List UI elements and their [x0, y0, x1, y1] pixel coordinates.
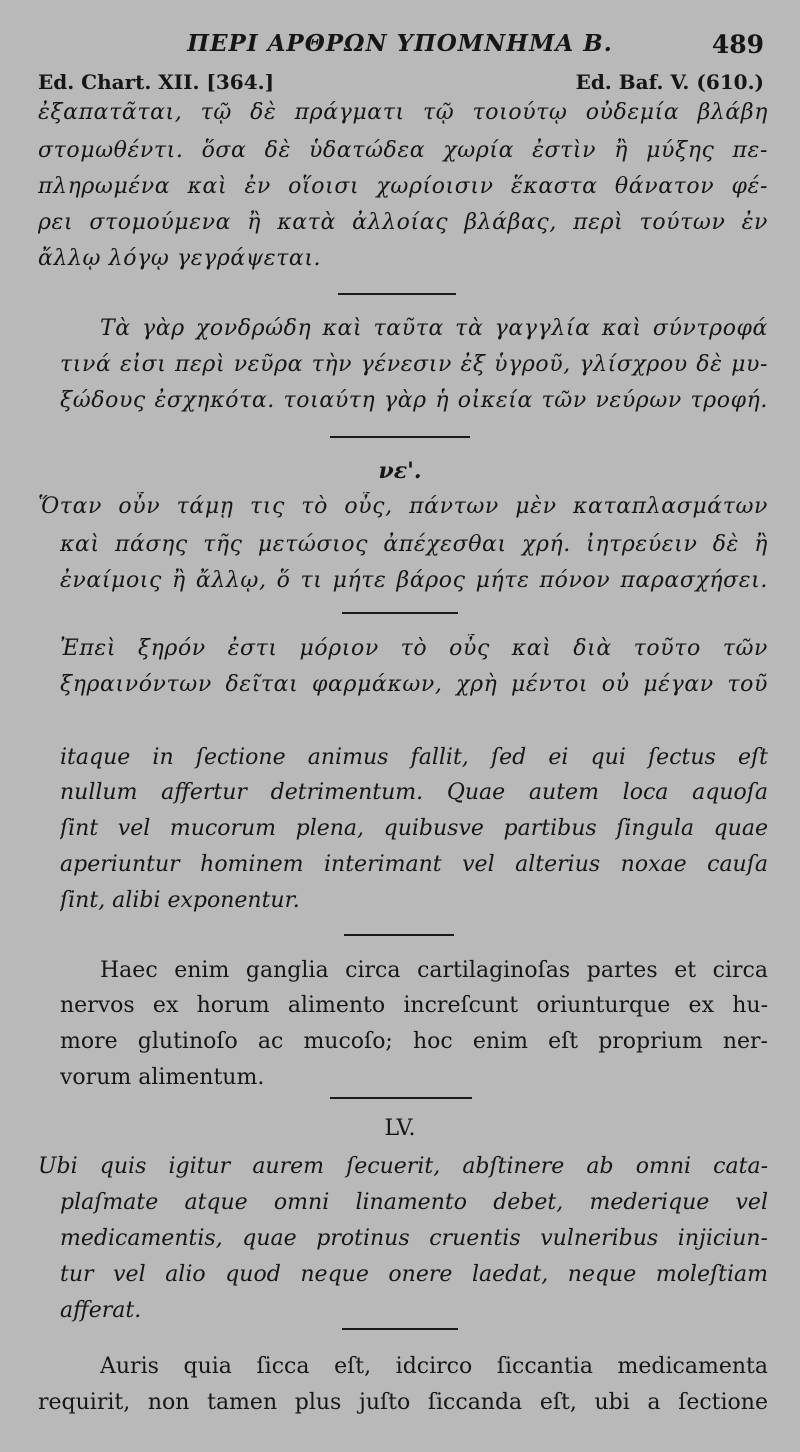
- latin-line: tur vel alio quod neque onere laedat, neque moleſtiam: [60, 1262, 768, 1287]
- edition-basel-ref: Ed. Baf. V. (610.): [575, 70, 764, 94]
- latin-line: afferat.: [60, 1298, 142, 1323]
- edition-chart-ref: Ed. Chart. XII. [364.]: [38, 70, 275, 94]
- greek-line: ξηραινόντων δεῖται φαρμάκων, χρὴ μέντοι οὐ μέγαν τοῦ: [60, 672, 768, 697]
- section-rule: [342, 1328, 458, 1330]
- latin-section-number: LV.: [384, 1116, 416, 1141]
- page-number: 489: [711, 30, 764, 59]
- latin-line: plaſmate atque omni linamento debet, mederique vel: [60, 1190, 768, 1215]
- greek-line: ρει στομούμενα ἢ κατὰ ἀλλοίας βλάβας, περὶ τούτων ἐν: [38, 210, 768, 235]
- greek-section-number: νε'.: [378, 458, 422, 484]
- latin-line: nervos ex horum alimento increſcunt oriunturque ex hu-: [60, 993, 768, 1018]
- greek-line: ξώδους ἐσχηκότα. τοιαύτη γὰρ ἡ οἰκεία τῶν νεύρων τροφή.: [60, 388, 768, 413]
- greek-line: καὶ πάσης τῆς μετώσιος ἀπέχεσθαι χρή. ἰητρεύειν δὲ ἢ: [60, 532, 768, 557]
- latin-line: Auris quia ſicca eſt, idcirco ſiccantia medicamenta: [100, 1354, 768, 1379]
- greek-line: πληρωμένα καὶ ἐν οἵοισι χωρίοισιν ἕκαστα θάνατον φέ-: [38, 174, 768, 199]
- latin-line: Haec enim ganglia circa cartilaginoſas partes et circa: [100, 958, 768, 983]
- latin-line: medicamentis, quae protinus cruentis vulneribus injiciun-: [60, 1226, 768, 1251]
- greek-line: ἄλλῳ λόγῳ γεγράψεται.: [38, 246, 322, 271]
- latin-line: ſint, alibi exponentur.: [60, 888, 300, 913]
- greek-line: ἐξαπατᾶται, τῷ δὲ πράγματι τῷ τοιούτῳ οὐδεμία βλάβη: [38, 100, 768, 125]
- greek-line: Ἐπεὶ ξηρόν ἐστι μόριον τὸ οὖς καὶ διὰ τοῦτο τῶν: [60, 636, 768, 661]
- latin-line: vorum alimentum.: [60, 1065, 265, 1090]
- section-rule: [338, 293, 456, 295]
- latin-line: aperiuntur hominem interimant vel alterius noxae cauſa: [60, 852, 768, 877]
- greek-line: Τὰ γὰρ χονδρώδη καὶ ταῦτα τὰ γαγγλία καὶ σύντροφά: [100, 316, 768, 341]
- greek-line: ἐναίμοις ἢ ἄλλῳ, ὅ τι μήτε βάρος μήτε πόνον παρασχήσει.: [60, 568, 768, 593]
- edition-line: [38, 70, 764, 94]
- latin-line: requirit, non tamen plus juſto ſiccanda eſt, ubi a ſectione: [38, 1390, 768, 1415]
- latin-line: Ubi quis igitur aurem ſecuerit, abſtinere ab omni cata-: [38, 1154, 768, 1179]
- section-rule: [344, 934, 454, 936]
- latin-line: more glutinoſo ac mucoſo; hoc enim eſt proprium ner-: [60, 1029, 768, 1054]
- latin-line: ſint vel mucorum plena, quibusve partibus ſingula quae: [60, 816, 768, 841]
- running-header: ΠΕΡΙ ΑΡΘΡΩΝ ΥΠΟΜΝΗΜΑ Β.: [187, 30, 613, 57]
- latin-line: nullum affertur detrimentum. Quae autem loca aquoſa: [60, 780, 768, 805]
- greek-line: στομωθέντι. ὅσα δὲ ὑδατώδεα χωρία ἐστὶν ἢ μύξης πε-: [38, 138, 768, 163]
- greek-line: Ὅταν οὖν τάμῃ τις τὸ οὖς, πάντων μὲν καταπλασμάτων: [38, 494, 768, 519]
- section-rule: [330, 1097, 472, 1099]
- section-rule: [342, 612, 458, 614]
- greek-line: τινά εἰσι περὶ νεῦρα τὴν γένεσιν ἐξ ὑγροῦ, γλίσχρου δὲ μυ-: [60, 352, 768, 377]
- section-rule: [330, 436, 470, 438]
- latin-line: itaque in ſectione animus fallit, ſed ei qui ſectus eſt: [60, 745, 768, 770]
